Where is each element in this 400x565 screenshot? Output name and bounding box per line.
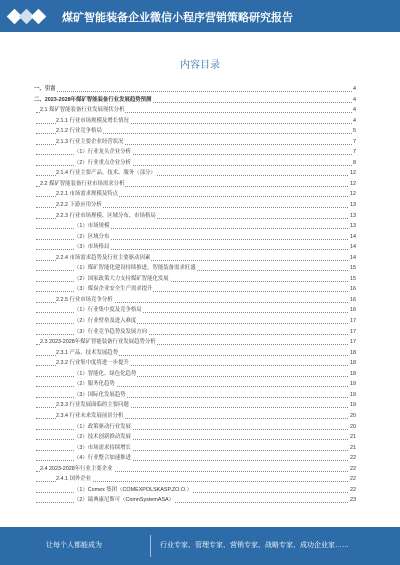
toc-entry-page: 8 — [352, 158, 356, 169]
toc-entry-page: 21 — [349, 443, 356, 454]
toc-leader-dots — [36, 91, 352, 92]
toc-entry[interactable] — [34, 432, 356, 443]
toc-entry[interactable] — [34, 137, 356, 148]
toc-entry[interactable] — [34, 263, 356, 274]
toc-entry-label: （1）市场规模 — [74, 221, 110, 232]
toc-entry[interactable] — [34, 305, 356, 316]
footer-tagline: 行业专家、管理专家、营销专家、战略专家、成功企业家…… — [160, 542, 349, 549]
toc-entry-page: 18 — [349, 369, 356, 380]
toc-entry-page: 22 — [349, 464, 356, 475]
report-title: 煤矿智能装备企业微信小程序营销策略研究报告 — [62, 12, 293, 24]
toc-entry-label: （1）Comex 集团（COMEXPOLSKASP.ZO.O.） — [74, 485, 193, 496]
toc-entry[interactable] — [34, 253, 356, 264]
toc-entry-page: 19 — [349, 390, 356, 401]
toc-entry[interactable] — [34, 295, 356, 306]
toc-entry-page: 7 — [352, 147, 356, 158]
toc-entry[interactable] — [34, 211, 356, 222]
toc-entry[interactable] — [34, 474, 356, 485]
toc-entry-label: 2.1.3 行业主要企业经营状况 — [56, 137, 124, 148]
toc-entry[interactable] — [34, 390, 356, 401]
toc-entry-page: 23 — [349, 495, 356, 506]
toc-entry[interactable] — [34, 464, 356, 475]
toc-entry-label: （1）政策驱动行业发展 — [74, 422, 132, 433]
toc-entry-page: 16 — [349, 284, 356, 295]
toc-entry[interactable] — [34, 379, 356, 390]
toc-entry-page: 18 — [349, 358, 356, 369]
toc-entry-page: 19 — [349, 379, 356, 390]
footer-divider — [150, 535, 151, 557]
toc-entry-label: 2.3.2 行业集中度将进一步提升 — [56, 358, 130, 369]
toc-entry[interactable] — [34, 453, 356, 464]
toc-entry-page: 12 — [349, 179, 356, 190]
toc-entry-page: 7 — [352, 137, 356, 148]
toc-entry[interactable] — [34, 485, 356, 496]
toc-entry-label: （3）煤炭企业安全生产需求提升 — [74, 284, 153, 295]
toc-entry[interactable] — [34, 495, 356, 506]
toc-entry-page: 22 — [349, 453, 356, 464]
toc-entry[interactable] — [34, 168, 356, 179]
toc-entry[interactable] — [34, 242, 356, 253]
toc-entry[interactable] — [34, 232, 356, 243]
toc-entry[interactable] — [34, 284, 356, 295]
footer-slogan: 让每个人都能成为 — [46, 542, 102, 549]
toc-entry-page: 16 — [349, 305, 356, 316]
toc-entry-label: （2）瑞典康尼斯可（ComnSystemASA） — [74, 495, 175, 506]
toc-entry-label: 2.4.1 国外企业 — [56, 474, 92, 485]
toc-entry-label: （2）区域分布 — [74, 232, 110, 243]
toc-entry-page: 20 — [349, 422, 356, 433]
toc-entry-page: 18 — [349, 348, 356, 359]
toc-entry-label: （1）行业龙头企业分析 — [74, 147, 132, 158]
toc-entry-label: 2.1 煤矿智能装备行业发展现状分析 — [40, 105, 125, 116]
toc-entry[interactable] — [34, 316, 356, 327]
toc-entry-label: 2.1.2 行业竞争格局 — [56, 126, 103, 137]
toc-entry-page: 13 — [349, 211, 356, 222]
toc-entry[interactable] — [34, 116, 356, 127]
toc-entry-label: 2.2.5 行业市场竞争分析 — [56, 295, 114, 306]
logo-icon — [6, 3, 46, 29]
toc-entry-label: 2.3.4 行业未来发展前景分析 — [56, 411, 124, 422]
toc-entry-page: 4 — [352, 116, 356, 127]
toc-entry-page: 15 — [349, 274, 356, 285]
toc-entry-page: 20 — [349, 411, 356, 422]
toc-entry-label: （3）行业竞争趋势及发展方向 — [74, 327, 148, 338]
toc-entry[interactable] — [34, 400, 356, 411]
toc-entry-label: 2.2.3 行业市场规模、区域分布、市场格局 — [56, 211, 157, 222]
toc-entry-page: 22 — [349, 474, 356, 485]
toc-entry-page: 14 — [349, 232, 356, 243]
toc-entry-label: 2.4 2023-2028年行业主要企业 — [40, 464, 114, 475]
toc-entry-label: （3）国际化发展趋势 — [74, 390, 127, 401]
toc-entry-page: 22 — [349, 485, 356, 496]
toc-entry[interactable] — [34, 221, 356, 232]
toc-entry-label: 2.3.1 产品、技术发展趋势 — [56, 348, 119, 359]
toc-entry-page: 13 — [349, 200, 356, 211]
toc-entry-label: （2）行业壁垒及进入难度 — [74, 316, 137, 327]
toc-entry[interactable] — [34, 443, 356, 454]
toc-entry[interactable] — [34, 348, 356, 359]
toc-entry[interactable] — [34, 147, 356, 158]
table-of-contents — [34, 84, 356, 506]
toc-entry[interactable] — [34, 189, 356, 200]
toc-entry-page: 12 — [349, 189, 356, 200]
toc-entry-page: 12 — [349, 168, 356, 179]
toc-entry-label: （1）煤矿智能化建设持续推进，智能装备需求旺盛 — [74, 263, 197, 274]
toc-entry-label: 2.2 煤矿智能装备行业市场需求分析 — [40, 179, 125, 190]
toc-entry-label: （4）行业整合加速推进 — [74, 453, 132, 464]
toc-entry[interactable] — [34, 179, 356, 190]
toc-entry-page: 4 — [352, 84, 356, 95]
toc-entry-label: 一、引言 — [34, 84, 57, 95]
toc-entry-label: 二、2023-2028年煤矿智能装备行业发展趋势预测 — [34, 95, 152, 106]
toc-entry[interactable] — [34, 411, 356, 422]
toc-entry-label: 2.3 2023-2028年煤矿智能装备行业发展趋势分析 — [40, 337, 157, 348]
toc-entry[interactable] — [34, 84, 356, 95]
toc-entry-label: （1）智能化、绿色化趋势 — [74, 369, 137, 380]
toc-entry-label: （2）技术创新推动发展 — [74, 432, 132, 443]
toc-entry-page: 14 — [349, 253, 356, 264]
toc-entry-page: 15 — [349, 263, 356, 274]
toc-entry-page: 16 — [349, 295, 356, 306]
toc-entry-label: 2.2.4 市场需求趋势及行业主要驱动因素 — [56, 253, 151, 264]
toc-entry-label: （2）服务化趋势 — [74, 379, 116, 390]
toc-entry-page: 21 — [349, 432, 356, 443]
toc-entry-page: 4 — [352, 95, 356, 106]
toc-entry[interactable] — [34, 422, 356, 433]
toc-entry[interactable] — [34, 105, 356, 116]
toc-entry-page: 13 — [349, 221, 356, 232]
toc-entry-page: 4 — [352, 105, 356, 116]
toc-entry[interactable] — [34, 200, 356, 211]
toc-entry-page: 14 — [349, 242, 356, 253]
toc-entry[interactable] — [34, 158, 356, 169]
toc-entry-page: 17 — [349, 327, 356, 338]
toc-entry-label: （1）行业集中度及竞争格局 — [74, 305, 143, 316]
toc-entry[interactable] — [34, 369, 356, 380]
toc-entry[interactable] — [34, 126, 356, 137]
toc-entry[interactable] — [34, 95, 356, 106]
toc-entry-label: （2）行业重点企业分析 — [74, 158, 132, 169]
toc-heading: 内容目录 — [180, 60, 220, 71]
toc-entry[interactable] — [34, 337, 356, 348]
toc-entry-label: （3）市场需求持续增长 — [74, 443, 132, 454]
toc-entry[interactable] — [34, 327, 356, 338]
toc-entry-label: 2.3.3 行业发展面临的主要问题 — [56, 400, 130, 411]
toc-entry-label: 2.2.2 下游应用分析 — [56, 200, 103, 211]
toc-entry-label: （2）国家政策大力支持煤矿智能化发展 — [74, 274, 170, 285]
toc-entry[interactable] — [34, 274, 356, 285]
toc-entry-page: 19 — [349, 400, 356, 411]
footer-bar — [0, 527, 400, 565]
toc-entry-page: 17 — [349, 337, 356, 348]
toc-entry-page: 5 — [352, 126, 356, 137]
toc-entry-label: （3）市场格局 — [74, 242, 110, 253]
toc-entry-label: 2.1.4 行业主要产品、技术、服务（部分） — [56, 168, 157, 179]
header-bar — [0, 0, 400, 32]
toc-entry-label: 2.2.1 市场需求规模及特点 — [56, 189, 119, 200]
toc-entry[interactable] — [34, 358, 356, 369]
toc-entry-label: 2.1.1 行业市场规模及增长情况 — [56, 116, 130, 127]
toc-entry-page: 17 — [349, 316, 356, 327]
